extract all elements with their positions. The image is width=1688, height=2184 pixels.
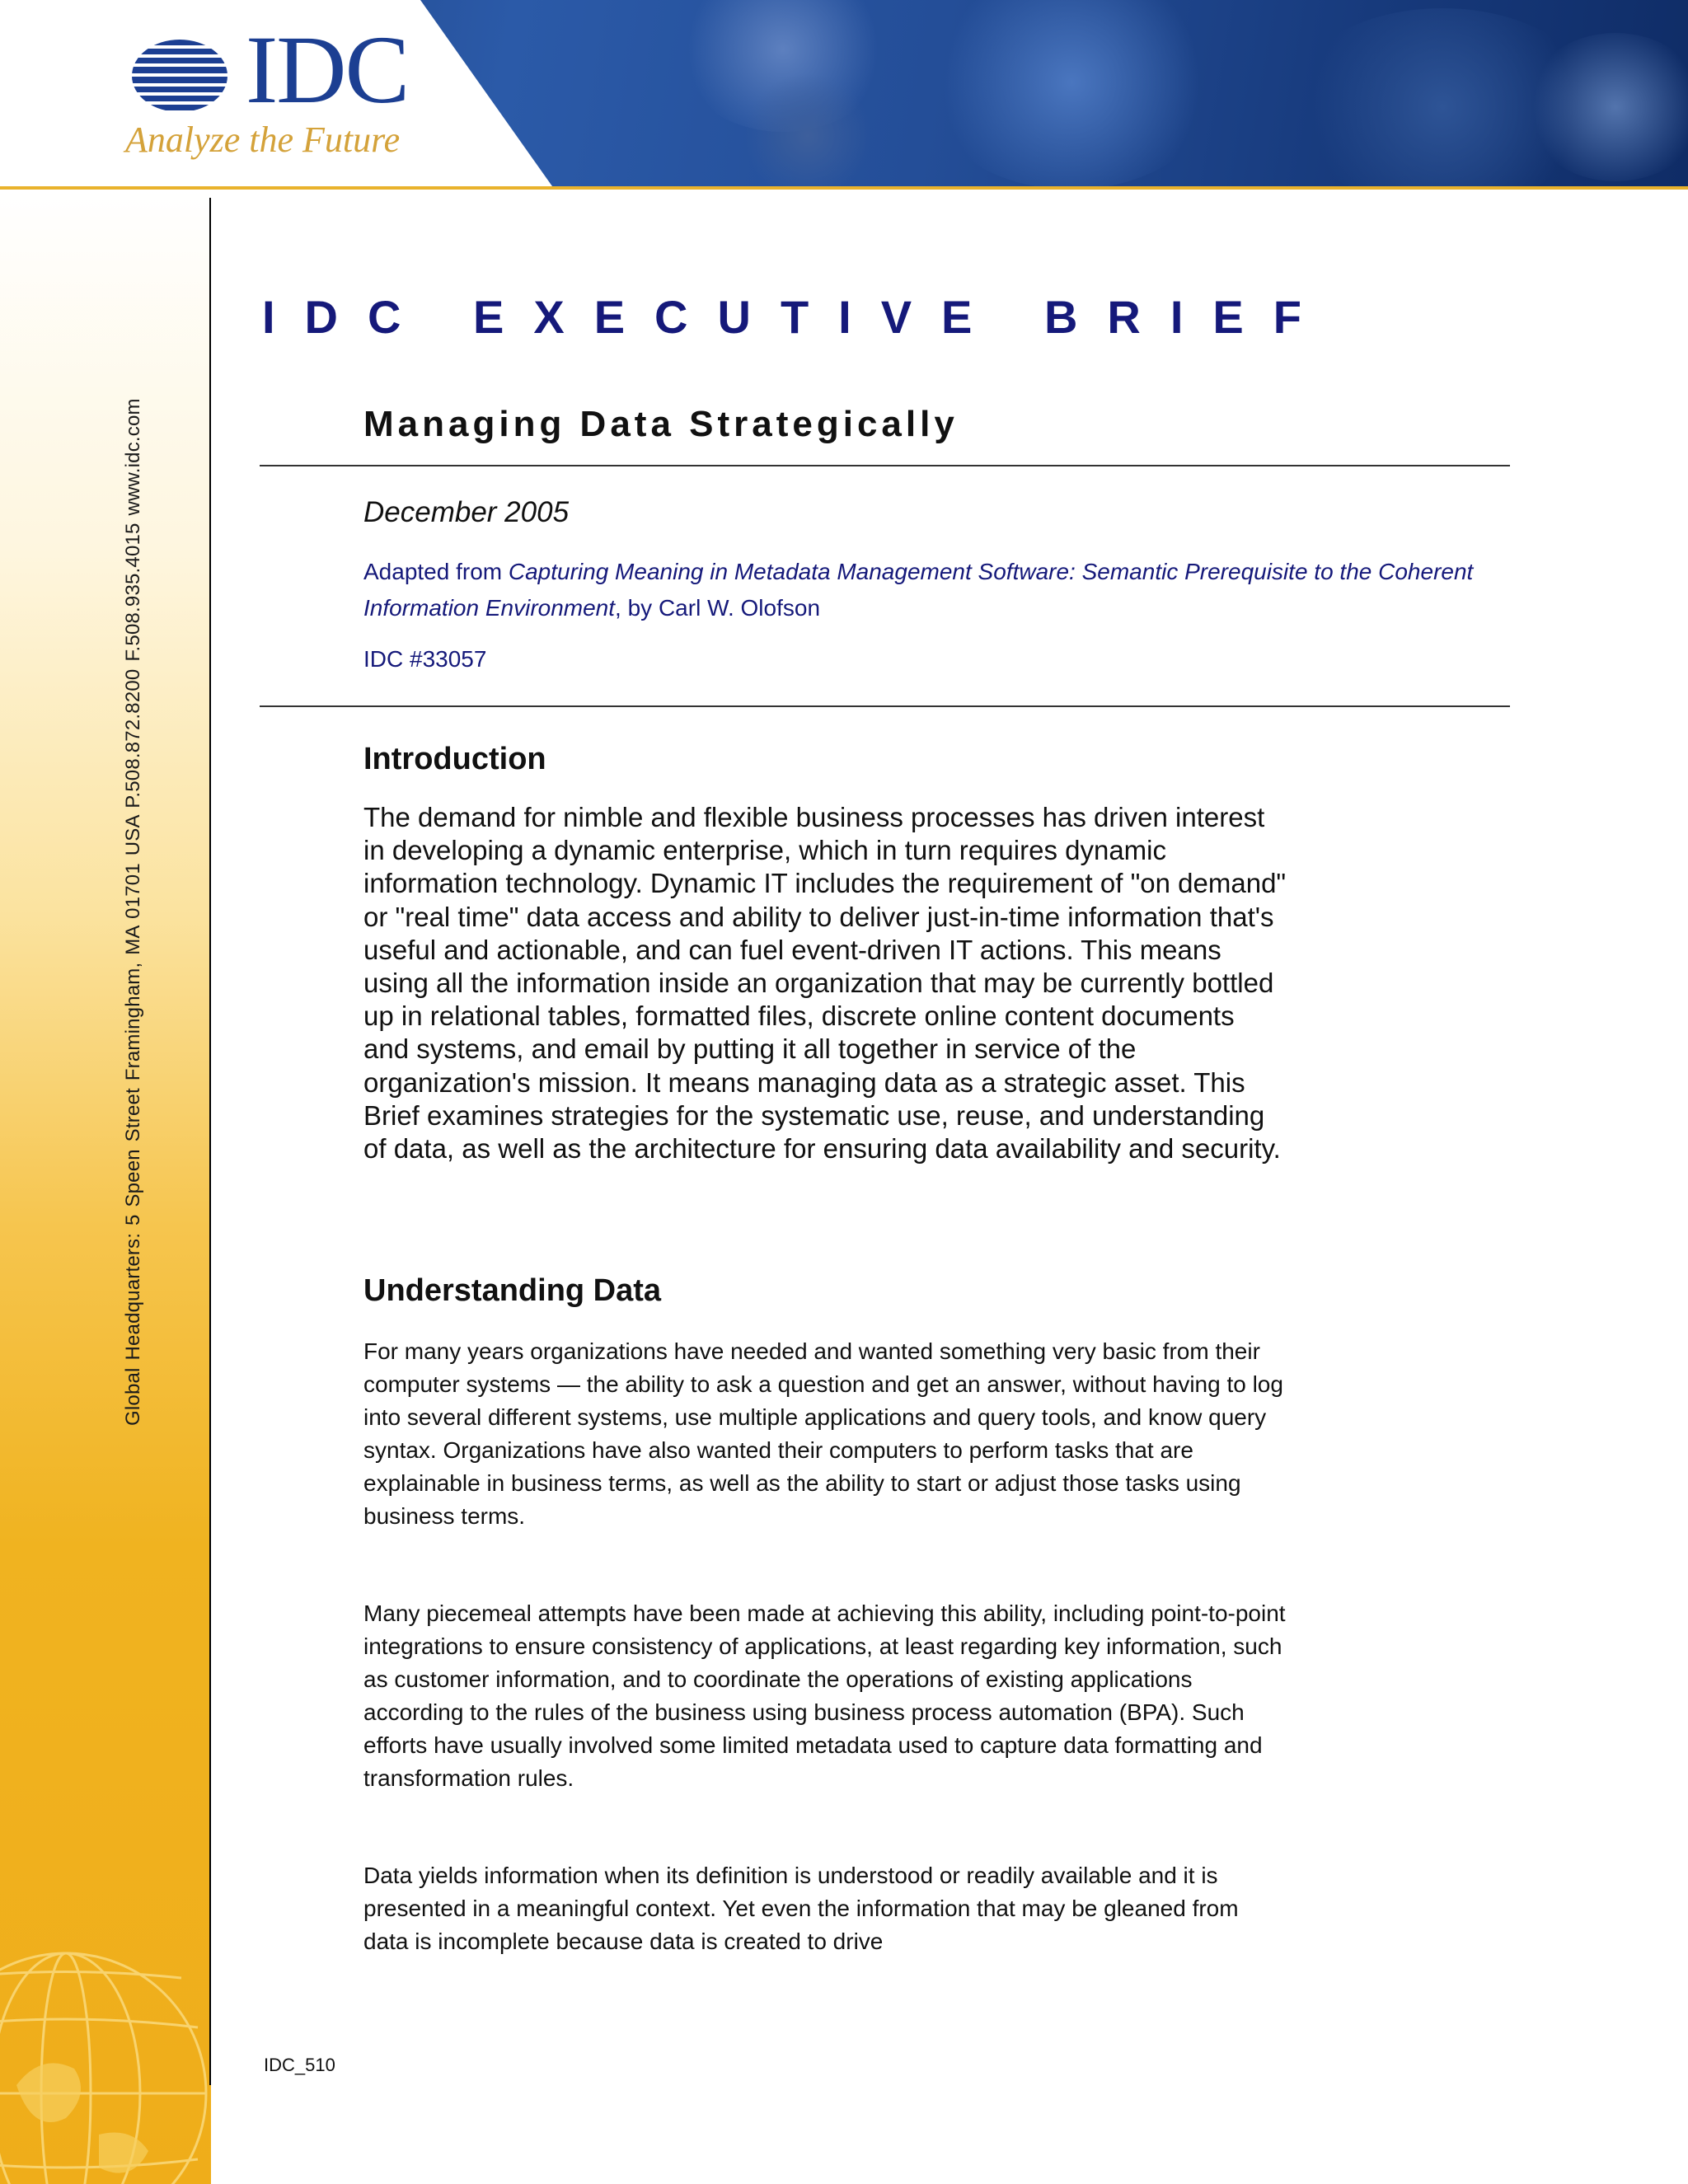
- striped-globe-icon: [130, 38, 229, 114]
- header-gold-rule: [0, 186, 1688, 190]
- logo-wordmark: IDC: [246, 16, 409, 124]
- sidebar-divider: [209, 198, 211, 2085]
- brief-type-label: IDC EXECUTIVE BRIEF: [262, 291, 1331, 343]
- adapted-author: , by Carl W. Olofson: [615, 595, 821, 621]
- title-divider: [260, 465, 1510, 466]
- body-paragraph: Many piecemeal attempts have been made at achieving this ability, including point-to-point integrations to ensure consistency of applications, at least regarding key information, such as customer information, and to coordinate the operations of existing applications according to the rules of the business using business process automation (BPA). Such efforts have usually involved some limited metadata used to capture data formatting and transformation rules.: [363, 1601, 1286, 1791]
- logo-tagline: Analyze the Future: [125, 120, 401, 160]
- adapted-prefix: Adapted from: [363, 559, 509, 584]
- headquarters-address: Global Headquarters: 5 Speen Street Framingham, MA 01701 USA P.508.872.8200 F.508.935.4015 www.idc.com: [122, 398, 144, 1426]
- adapted-source-title: Capturing Meaning in Metadata Management Software: Semantic Prerequisite to the Coherent Information Environment: [363, 559, 1474, 621]
- footer-code: IDC_510: [264, 2055, 335, 2075]
- body-paragraph: For many years organizations have needed and wanted something very basic from their computer systems — the ability to ask a question and get an answer, without having to log into several different systems, use multiple applications and query tools, and know query syntax. Organizations have also wanted their computers to perform tasks that are explainable in business terms, as well as the ability to start or adjust those tasks using business terms.: [363, 1338, 1283, 1529]
- document-id: IDC #33057: [363, 646, 487, 672]
- idc-logo: [124, 16, 429, 165]
- adapted-from-note: [363, 554, 1501, 626]
- section-heading: Understanding Data: [363, 1273, 662, 1308]
- page-header: [0, 0, 1688, 190]
- document-title: Managing Data Strategically: [363, 404, 959, 444]
- document-date: December 2005: [363, 496, 570, 528]
- globe-watermark-icon: [0, 1887, 211, 2184]
- left-sidebar: [0, 190, 211, 2184]
- intro-paragraph: The demand for nimble and flexible business processes has driven interest in developing a dynamic enterprise, which in turn requires dynamic information technology. Dynamic IT includes the requirement of "on demand" or "real time" data access and ability to deliver just-in-time information that's useful and actionable, and can fuel event-driven IT actions. This means using all the information inside an organization that may be currently bottled up in relational tables, formatted files, discrete online content documents and systems, and email by putting it all together in service of the organization's mission. It means managing data as a strategic asset. This Brief examines strategies for the systematic use, reuse, and understanding of data, as well as the architecture for ensuring data availability and security.: [363, 802, 1287, 1165]
- body-paragraph: Data yields information when its definition is understood or readily available and it is presented in a meaningful context. Yet even the information that may be gleaned from data is incomplete because data is created to drive: [363, 1863, 1239, 1954]
- section-heading: Introduction: [363, 742, 546, 776]
- metadata-divider: [260, 705, 1510, 707]
